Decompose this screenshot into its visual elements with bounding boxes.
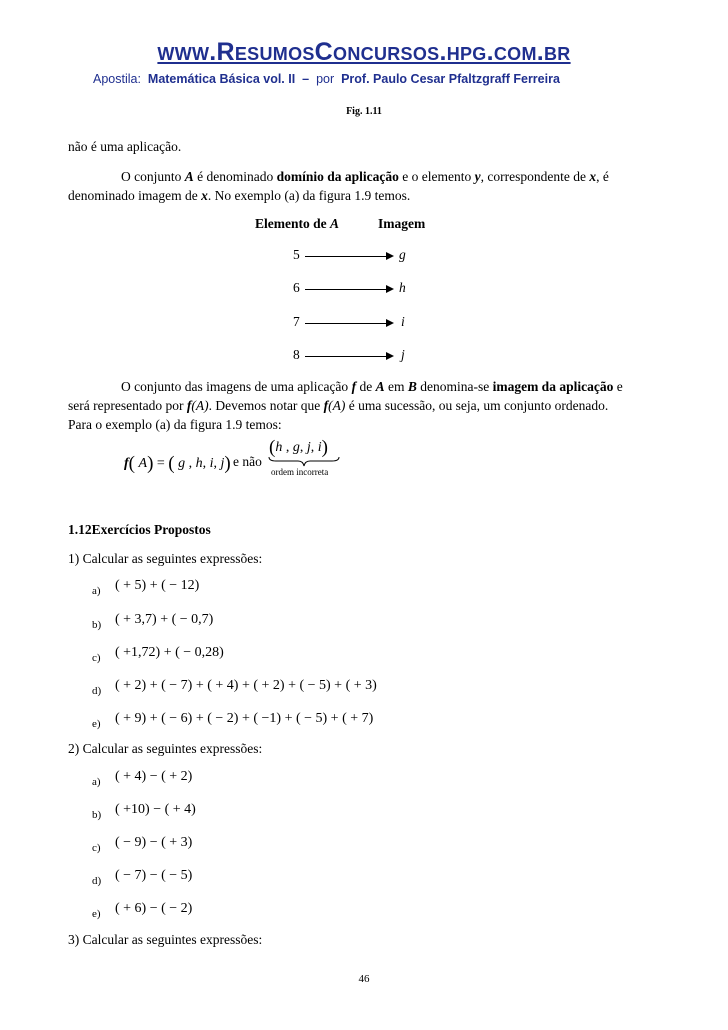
figure-label: Fig. 1.11 — [346, 106, 382, 117]
p3-A: (A) — [191, 398, 209, 413]
apostila-author: Prof. Paulo Cesar Pfaltzgraff Ferreira — [341, 72, 560, 86]
expression: ( +1,72) + ( − 0,28) — [115, 645, 224, 660]
list-item — [92, 648, 101, 666]
arrow-head — [386, 252, 394, 260]
header-A: A — [330, 216, 340, 231]
arrow — [305, 256, 387, 257]
p3-f: f — [351, 379, 357, 394]
p2-A: A — [184, 169, 194, 184]
formula-element: i — [317, 440, 322, 455]
apostila-prefix: Apostila: — [93, 72, 141, 86]
p2-text: e o elemento — [398, 169, 475, 184]
p2-text: é denominado — [193, 169, 277, 184]
list-item — [92, 615, 101, 633]
p3-text: . Devemos notar que — [208, 398, 324, 413]
expression: ( + 3,7) + ( − 0,7) — [115, 612, 214, 627]
p3-text: Para o exemplo (a) da figura 1.9 temos: — [68, 417, 282, 432]
expression: ( + 4) − ( + 2) — [115, 769, 193, 784]
arrow-head — [386, 352, 394, 360]
paragraph-1: não é uma aplicação. — [68, 139, 182, 154]
p3-f: f — [186, 398, 192, 413]
p3-f: f — [323, 398, 329, 413]
row-from: 5 — [293, 247, 300, 262]
p2-text: denominado imagem de — [68, 188, 202, 203]
item-label: c) — [92, 652, 101, 664]
formula-A: A — [138, 456, 148, 471]
arrow — [305, 289, 387, 290]
item-label: e) — [92, 908, 101, 920]
expression: ( +10) − ( + 4) — [115, 802, 196, 817]
table-header-image: Imagem — [378, 216, 426, 231]
p3-text: denomina-se — [416, 379, 493, 394]
formula-element: j — [306, 440, 311, 455]
apostila-line — [93, 72, 560, 86]
arrow-head — [386, 285, 394, 293]
paragraph-3 — [68, 377, 623, 434]
p3-A: (A) — [328, 398, 346, 413]
underbrace-label: ordem incorreta — [271, 467, 329, 477]
row-to: h — [399, 280, 406, 295]
item-label: d) — [92, 875, 102, 887]
table-header-element — [255, 216, 339, 232]
list-item — [92, 581, 101, 599]
expression: ( + 5) + ( − 12) — [115, 578, 200, 593]
apostila-title: Matemática Básica vol. II — [147, 72, 296, 86]
formula-element: g — [178, 456, 186, 471]
row-to: g — [399, 247, 406, 262]
item-label: e) — [92, 718, 101, 730]
expression: ( − 7) − ( − 5) — [115, 868, 193, 883]
formula-element: h — [275, 440, 283, 455]
formula-equals: = — [156, 456, 165, 471]
p3-image-term: imagem da aplicação — [492, 379, 614, 394]
arrow-head — [386, 319, 394, 327]
question-3: 3) Calcular as seguintes expressões: — [68, 932, 263, 947]
p2-x: x — [589, 169, 597, 184]
p2-x: x — [201, 188, 208, 203]
expression: ( + 2) + ( − 7) + ( + 4) + ( + 2) + ( − 5) + ( + 3) — [115, 678, 377, 693]
header-text: Elemento de — [255, 216, 330, 231]
item-label: a) — [92, 776, 101, 788]
p3-text: será representado por — [68, 398, 187, 413]
list-item — [92, 681, 101, 699]
arrow — [305, 356, 387, 357]
p2-text: O conjunto — [121, 169, 185, 184]
row-from: 6 — [293, 280, 300, 295]
p2-y: y — [474, 169, 481, 184]
formula-rhs: (h , g, j, i) — [269, 437, 328, 458]
row-from: 7 — [293, 314, 300, 329]
site-url[interactable]: www.ResumosConcursos.hpg.com.br — [157, 38, 571, 66]
p3-A: A — [375, 379, 385, 394]
p2-text: , correspondente de — [480, 169, 590, 184]
arrow — [305, 323, 387, 324]
p3-text: de — [356, 379, 376, 394]
expression: ( + 9) + ( − 6) + ( − 2) + ( −1) + ( − 5) + ( + 7) — [115, 711, 374, 726]
row-from: 8 — [293, 347, 300, 362]
row-to: j — [401, 347, 405, 362]
item-label: c) — [92, 842, 101, 854]
p2-text: . No exemplo (a) da figura 1.9 temos. — [207, 188, 411, 203]
item-label: b) — [92, 619, 102, 631]
formula-element: i — [209, 456, 214, 471]
e-nao: e não — [233, 454, 262, 469]
question-2: 2) Calcular as seguintes expressões: — [68, 741, 263, 756]
page-number: 46 — [358, 973, 370, 985]
item-label: d) — [92, 685, 102, 697]
p2-domain-term: domínio da aplicação — [276, 169, 399, 184]
formula-element: g — [292, 440, 300, 455]
apostila-por: por — [316, 72, 335, 86]
list-item — [92, 871, 101, 889]
paragraph-2 — [68, 167, 609, 205]
formula-element: j — [220, 456, 225, 471]
p3-B: B — [407, 379, 417, 394]
section-title: 1.12Exercícios Propostos — [68, 522, 211, 537]
p2-text: , é — [596, 169, 609, 184]
item-label: a) — [92, 585, 101, 597]
row-to: i — [401, 314, 405, 329]
p3-text: em — [384, 379, 408, 394]
formula-f: f — [124, 456, 129, 471]
formula-element: h — [195, 456, 203, 471]
p3-text: O conjunto das imagens de uma aplicação — [121, 379, 352, 394]
expression: ( − 9) − ( + 3) — [115, 835, 193, 850]
formula-lhs: f( A) = ( g , h, i, j) — [124, 453, 231, 474]
p3-text: é uma sucessão, ou seja, um conjunto ordenado. — [345, 398, 609, 413]
list-item — [92, 805, 101, 823]
list-item — [92, 838, 101, 856]
apostila-dash: – — [302, 72, 310, 86]
question-1: 1) Calcular as seguintes expressões: — [68, 551, 263, 566]
list-item — [92, 904, 101, 922]
p3-text: e — [613, 379, 623, 394]
list-item — [92, 714, 101, 732]
list-item — [92, 772, 101, 790]
expression: ( + 6) − ( − 2) — [115, 901, 193, 916]
item-label: b) — [92, 809, 102, 821]
